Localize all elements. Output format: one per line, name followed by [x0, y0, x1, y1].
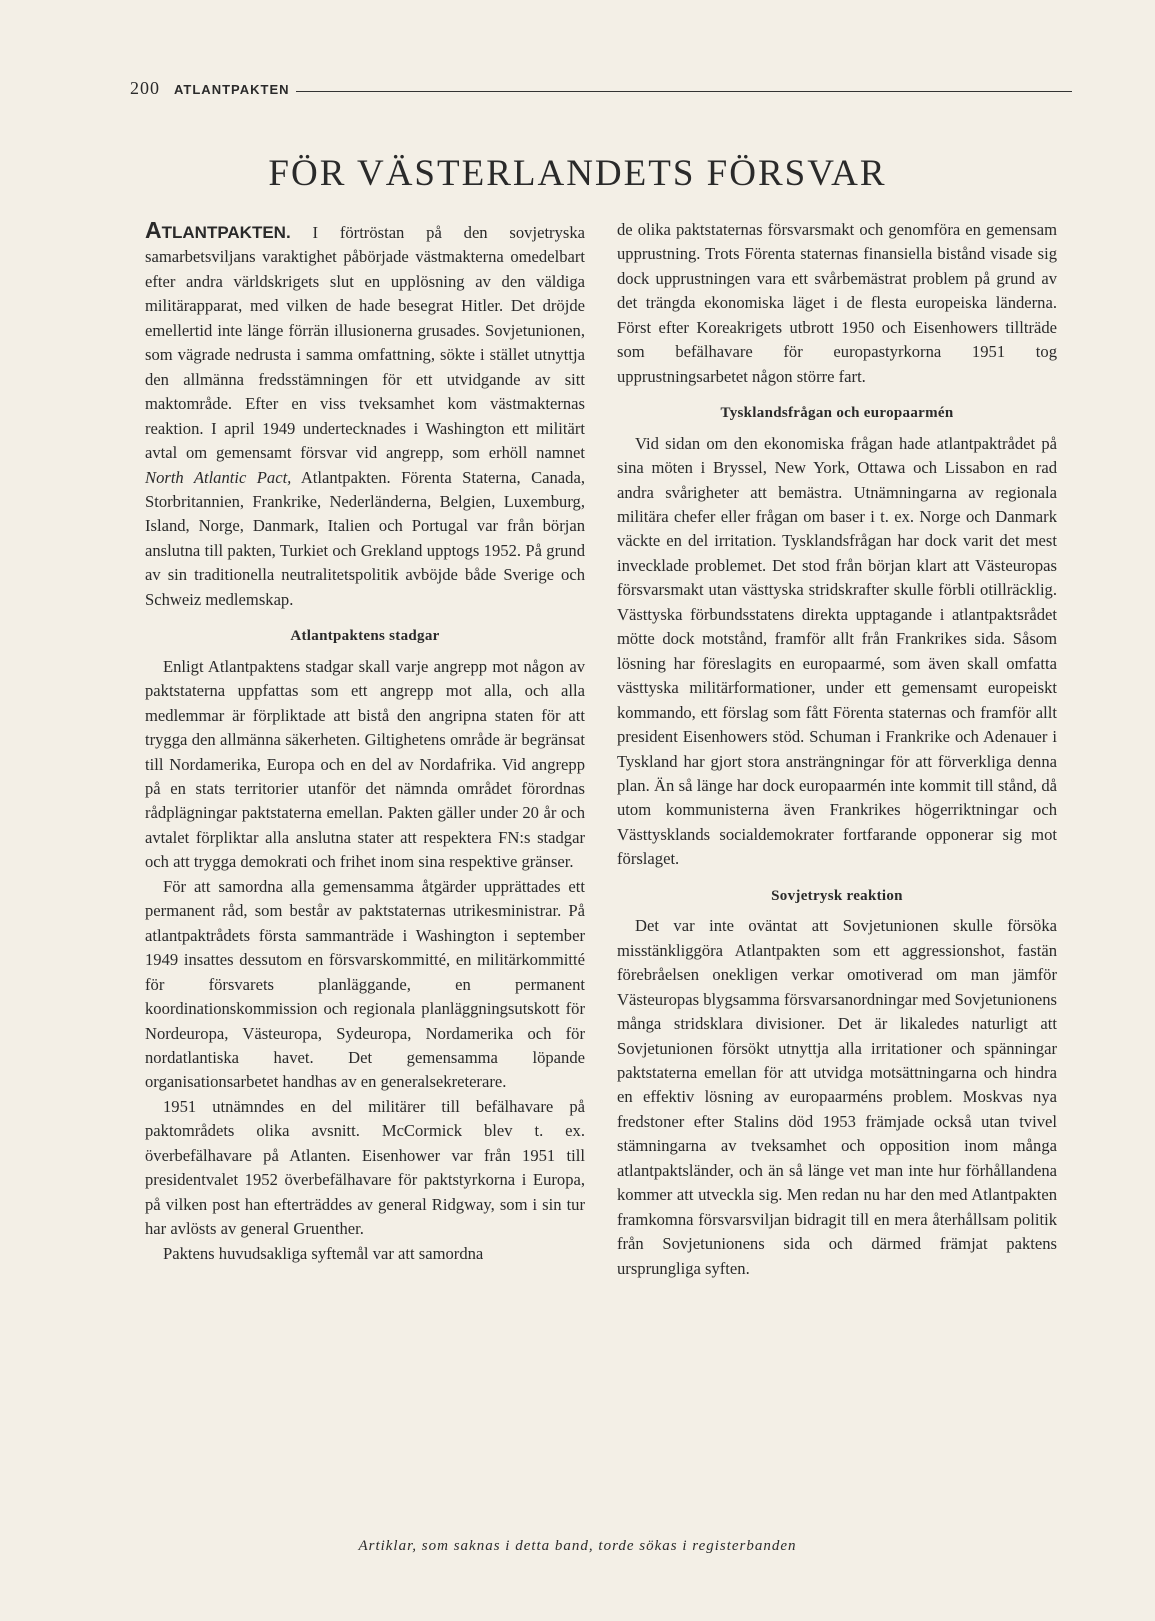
headword — [145, 217, 291, 243]
intro-end: Atlantpakten. Förenta Staterna, Canada, Storbritannien, Frankrike, Nederländerna, Belgien, Luxemburg, Island, Norge, Danmark, Italien och Portugal var från början anslutna till pakten, Turkiet och Grekland upptogs 1952. På grund av sin traditionella neutralitetspolitik avböjde både Sverige och Schweiz medlemskap. — [145, 467, 585, 609]
left-column — [145, 218, 585, 1266]
intro-text: I förtröstan på den sovjetryska samarbetsviljans varaktighet påbörjade västmakterna omedelbart efter andra världskrigets slut en upplösning av den väldiga militärapparat, med vilken de hade besegrat Hitler. Det dröjde emellertid inte länge förrän illusionerna grusades. Sovjetunionen, som vägrade nedrusta i samma omfattning, sökte i stället utnyttja den allmänna fredsstämningen för ett utvidgande av sitt maktområde. Efter en viss tveksamhet kom västmakternas reaktion. I april 1949 undertecknades i Washington ett militärt avtal om gemensamt försvar vid angrepp, som erhöll namnet — [145, 223, 585, 463]
subhead-stadgar: Atlantpaktens stadgar — [290, 628, 440, 645]
paragraph: Det var inte oväntat att Sovjetunionen skulle försöka misstänkliggöra Atlantpakten som ett aggressionshot, fastän förebråelsen onekligen verkar omotiverad om man jämför Västeuropas blygsamma försvarsanordningar med Sovjetunionens många stridsklara divisioner. Det är likaledes naturligt att Sovjetunionen försökt utnyttja alla irritationer och spänningar paktstaterna emellan för att utvidga motsättningarna och hindra en effektiv lösning av europaarméns problem. Moskvas nya fredstoner efter Stalins död 1953 främjade också utan tvivel stämningarna av tveksamhet och opposition inom många atlantpaktsländer, och än så länge vet man inte hur förhållandena kommer att utveckla sig. Men redan nu har den med Atlantpakten framkomna försvarsviljan bidragit till en mera återhållsam politik från Sovjetunionens sida och därmed främjat paktens ursprungliga syften. — [617, 916, 1057, 1278]
article-title: FÖR VÄSTERLANDETS FÖRSVAR — [268, 153, 887, 194]
subhead-sovjetrysk: Sovjetrysk reaktion — [771, 887, 903, 904]
right-column — [617, 218, 1057, 1281]
paragraph: Paktens huvudsakliga syftemål var att samordna — [163, 1243, 484, 1263]
headword-rest: TLANTPAKTEN. — [161, 223, 291, 242]
paragraph: För att samordna alla gemensamma åtgärder upprättades ett permanent råd, som består av paktstaternas utrikesministrar. På atlantpaktrådets första sammanträde i Washington i september 1949 insattes dessutom en försvarskommitté, en militärkommitté för försvarets planläggande, en permanent koordinationskommission och regionala planläggningsutskott för Nordeuropa, Västeuropa, Sydeuropa, Nordamerika och för nordatlantiska havet. Det gemensamma löpande organisationsarbetet handhas av en generalsekreterare. — [145, 876, 585, 1092]
intro-paragraph — [145, 218, 585, 612]
paragraph: 1951 utnämndes en del militärer till befälhavare på paktområdets olika avsnitt. McCormick blev t. ex. överbefälhavare på Atlanten. Eisenhower var från 1951 till presidentvalet 1952 överbefälhavare för paktstyrkorna i Europa, på vilken post han efterträddes av general Ridgway, som i sin tur har avlösts av general Gruenther. — [145, 1096, 585, 1239]
paragraph: Enligt Atlantpaktens stadgar skall varje angrepp mot någon av paktstaterna uppfattas som ett angrepp mot alla, och alla medlemmar är förpliktade att bistå den angripna staten för att trygga den allmänna säkerheten. Giltighetens område är begränsat till Nordamerika, Europa och en del av Nordafrika. Vid angrepp på en stats territorier utanför det nämnda området förordnas rådplägningar paktstaterna emellan. Pakten gäller under 20 år och avtalet förpliktar alla anslutna stater att respektera FN:s stadgar och att trygga demokrati och frihet inom sina respektive gränser. — [145, 656, 585, 872]
paragraph: Vid sidan om den ekonomiska frågan hade atlantpaktrådet på sina möten i Bryssel, New York, Ottawa och Lissabon en rad andra svårigheter att bemästra. Utnämningarna av regionala militära chefer eller frågan om baser i t. ex. Norge och Danmark väckte en del irritation. Tysklandsfrågan har dock varit det mest invecklade problemet. Det stod från början klart att Västeuropas försvarsmakt utan västtyska stridskrafter skulle förbli otillräcklig. Västtyska förbundsstatens direkta upptagande i atlantpaktsrådet mötte dock motstånd, framför allt från Frankrikes sida. Såsom lösning har föreslagits en europaarmé, som även skall omfatta västtyska militärformationer, under ett gemensamt europeiskt kommando, ett förslag som fått Förenta staternas och framför allt president Eisenhowers stöd. Schuman i Frankrike och Adenauer i Tyskland har gjort stora ansträngningar för att förverkliga denna plan. Än så länge har dock europaarmén inte kommit till stånd, då utom kommunisterna även Frankrikes högerriktningar och Västtysklands socialdemokrater fortfarande opponerar sig mot förslaget. — [617, 433, 1057, 869]
subhead-tysklandsfragan: Tysklandsfrågan och europaarmén — [720, 405, 954, 422]
page-header — [130, 78, 1072, 99]
running-head: ATLANTPAKTEN — [174, 82, 290, 97]
paragraph: de olika paktstaternas försvarsmakt och genomföra en gemensam upprustning. Trots Förenta staternas finansiella bistånd visade sig dock upprustningen vara ett svårbemästrat problem på grund av det trängda ekonomiska läget i de flesta europeiska länderna. Först efter Koreakrigets utbrott 1950 och Eisenhowers tillträde som befälhavare för europastyrkorna 1951 tog upprustningsarbetet någon större fart. — [617, 220, 1057, 386]
header-rule — [296, 91, 1072, 92]
intro-italic: North Atlantic Pact, — [145, 467, 292, 487]
headword-initial: A — [145, 217, 162, 243]
page-number: 200 — [130, 78, 160, 98]
footer-note: Artiklar, som saknas i detta band, torde sökas i registerbanden — [358, 1538, 797, 1554]
